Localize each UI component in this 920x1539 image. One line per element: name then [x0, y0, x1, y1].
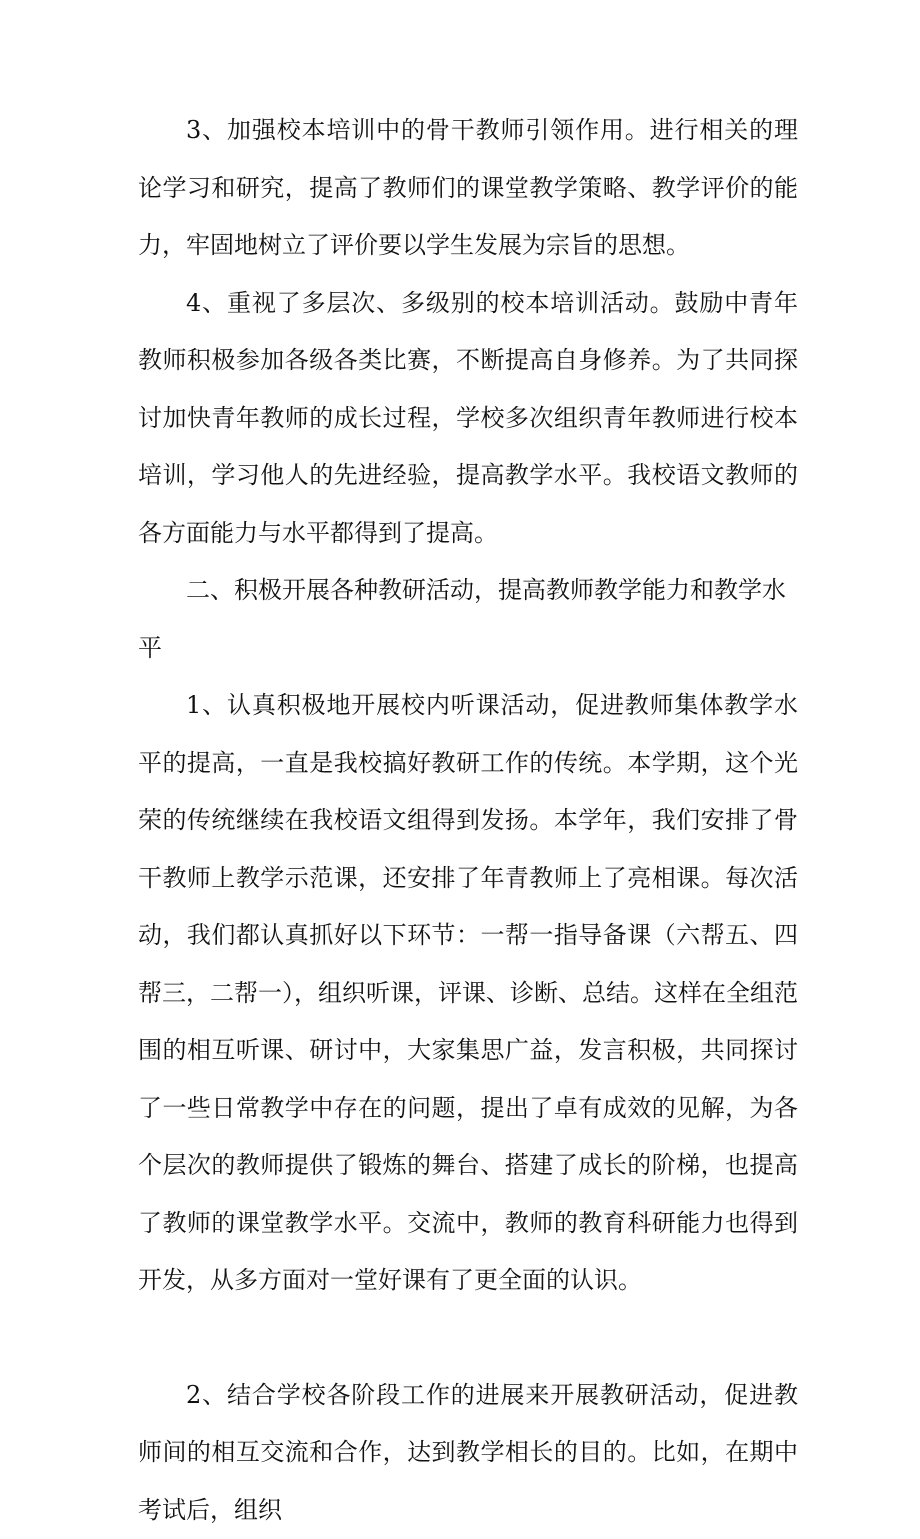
paragraph-gap: [138, 1310, 798, 1367]
paragraph-4-multilevel-training: 4、重视了多层次、多级别的校本培训活动。鼓励中青年教师积极参加各级各类比赛，不断提高自身修养。为了共同探讨加快青年教师的成长过程，学校多次组织青年教师进行校本培训，学习他人的先进经验，提高教学水平。我校语文教师的各方面能力与水平都得到了提高。: [138, 275, 798, 563]
document-body: [138, 102, 798, 1539]
paragraph-3-backbone-teachers: 3、加强校本培训中的骨干教师引领作用。进行相关的理论学习和研究，提高了教师们的课堂教学策略、教学评价的能力，牢固地树立了评价要以学生发展为宗旨的思想。: [138, 102, 798, 275]
paragraph-1-lesson-observation: 1、认真积极地开展校内听课活动，促进教师集体教学水平的提高，一直是我校搞好教研工作的传统。本学期，这个光荣的传统继续在我校语文组得到发扬。本学年，我们安排了骨干教师上教学示范课，还安排了年青教师上了亮相课。每次活动，我们都认真抓好以下环节：一帮一指导备课（六帮五、四帮三，二帮一），组织听课，评课、诊断、总结。这样在全组范围的相互听课、研讨中，大家集思广益，发言积极，共同探讨了一些日常教学中存在的问题，提出了卓有成效的见解，为各个层次的教师提供了锻炼的舞台、搭建了成长的阶梯，也提高了教师的课堂教学水平。交流中，教师的教育科研能力也得到开发，从多方面对一堂好课有了更全面的认识。: [138, 677, 798, 1310]
section-heading-2: 二、积极开展各种教研活动，提高教师教学能力和教学水平: [138, 562, 798, 677]
paragraph-2-staged-activities: 2、结合学校各阶段工作的进展来开展教研活动，促进教师间的相互交流和合作，达到教学相长的目的。比如，在期中考试后，组织: [138, 1367, 798, 1539]
